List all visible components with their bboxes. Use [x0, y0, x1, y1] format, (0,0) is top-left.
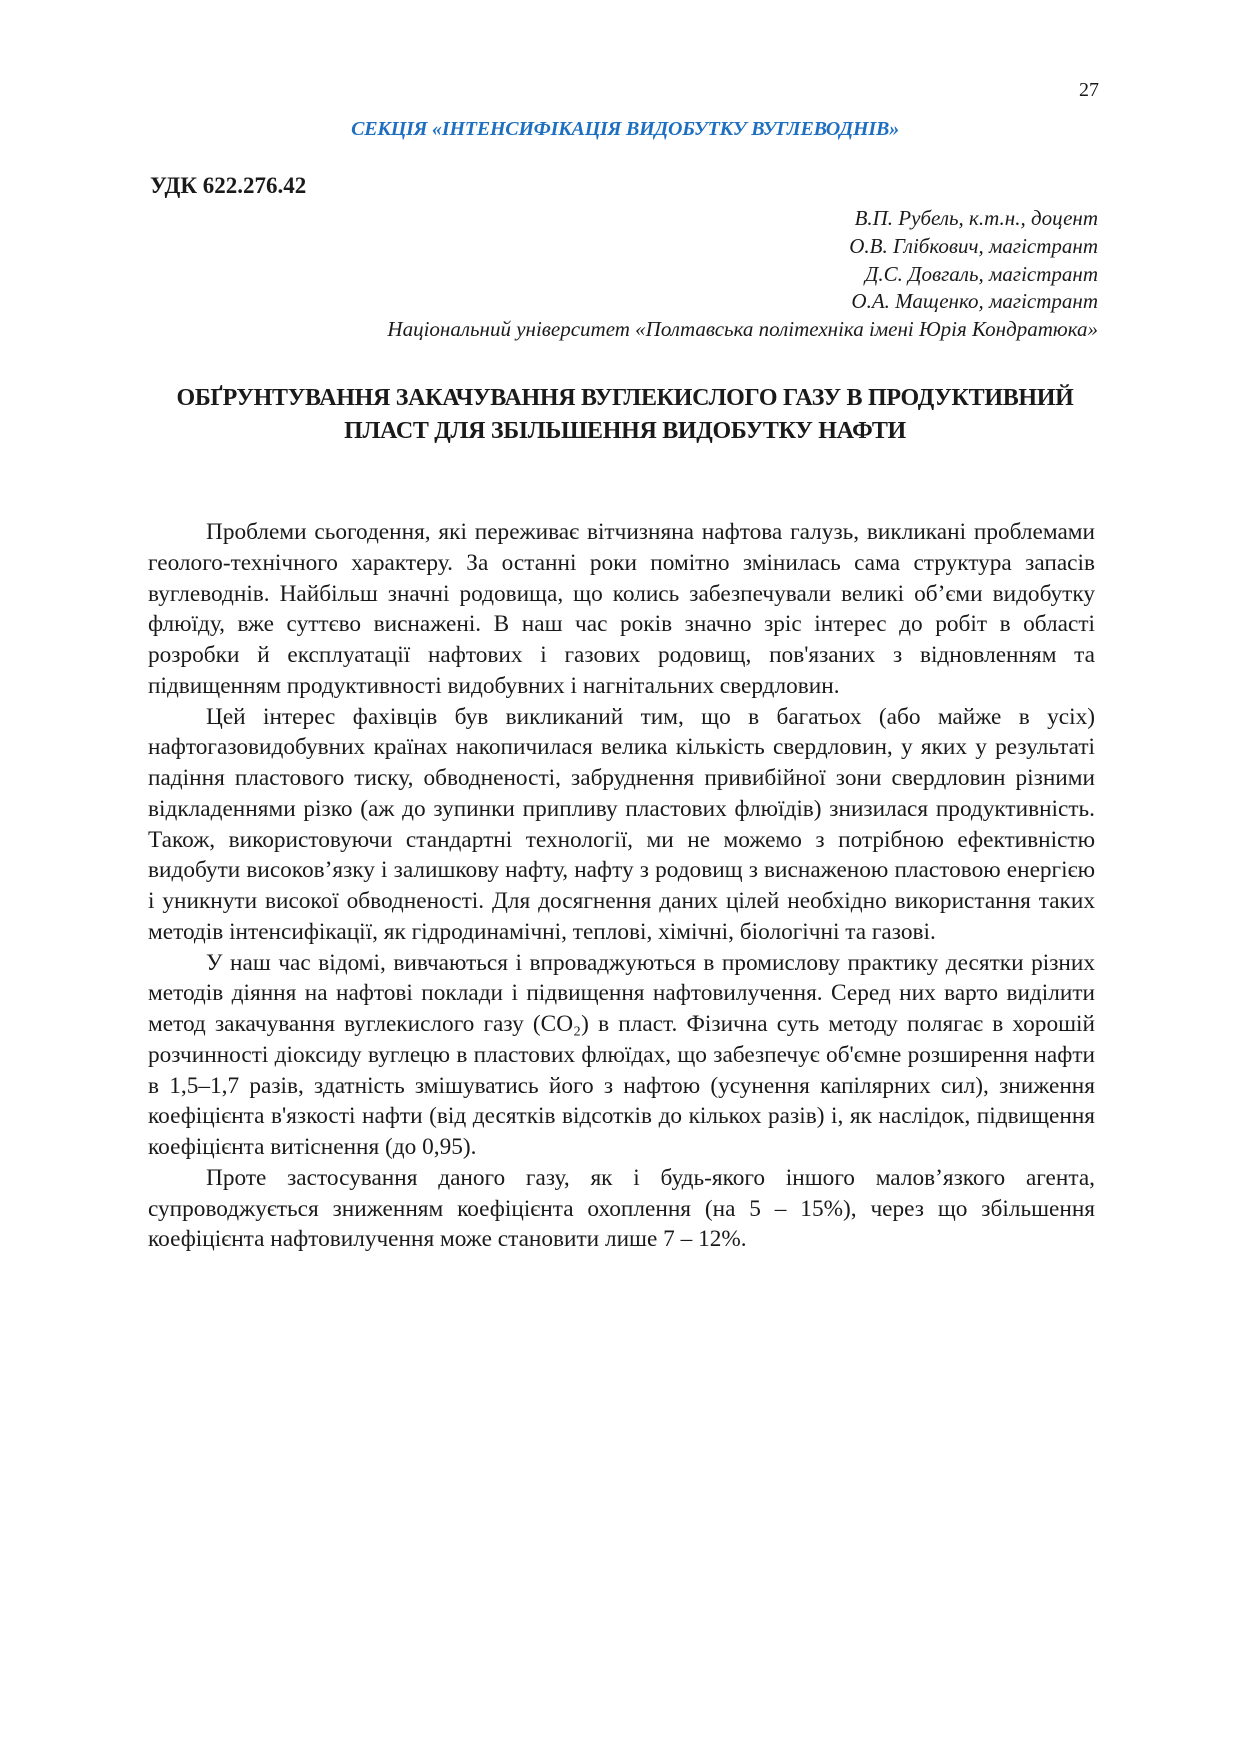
author-2: О.В. Глібкович, магістрант	[849, 233, 1098, 258]
paragraph-4: Проте застосування даного газу, як і будь-якого іншого малов’язкого агента, супроводжується зниженням коефіцієнта охоплення (на 5 – 15%), через що збільшення коефіцієнта нафтовилучення може становити лише 7 – 12%.	[148, 1164, 1095, 1253]
author-1: В.П. Рубель, к.т.н., доцент	[854, 206, 1098, 230]
udk-code: УДК 622.276.42	[150, 173, 307, 198]
section-heading: СЕКЦІЯ «ІНТЕНСИФІКАЦІЯ ВИДОБУТКУ ВУГЛЕВОДНІВ»	[351, 118, 899, 140]
author-block	[387, 205, 1098, 344]
paragraph-2: Цей інтерес фахівців був викликаний тим, що в багатьох (або майже в усіх) нафтогазовидобувних країнах накопичилася велика кількість свердловин, у яких у результаті падіння пластового тиску, обводненості, забруднення привибійної зони свердловин різними відкладеннями різко (аж до зупинки припливу пластових флюїдів) знизилася продуктивність. Також, використовуючи стандартні технології, ми не можемо з потрібною ефективністю видобути високов’язку і залишкову нафту, нафту з родовищ з виснаженою пластовою енергією і уникнути високої обводненості. Для досягнення даних цілей необхідно використання таких методів інтенсифікації, як гідродинамічні, теплові, хімічні, біологічні та газові.	[148, 703, 1095, 945]
paper-title: ОБҐРУНТУВАННЯ ЗАКАЧУВАННЯ ВУГЛЕКИСЛОГО ГАЗУ В ПРОДУКТИВНИЙ ПЛАСТ ДЛЯ ЗБІЛЬШЕННЯ ВИДОБУТКУ НАФТИ	[176, 385, 1074, 444]
paragraph-3: У наш час відомі, вивчаються і впроваджуються в промислову практику десятки різних методів діяння на нафтові поклади і підвищення нафтовилучення. Серед них варто виділити метод закачування вуглекислого газу (CO₂) в пласт. Фізична суть методу полягає в хорошій розчинності діоксиду вуглецю в пластових флюїдах, що забезпечує об'ємне розширення нафти в 1,5–1,7 разів, здатність змішуватись його з нафтою (усунення капілярних сил), зниження коефіцієнта в'язкості нафти (від десятків відсотків до кількох разів) і, як наслідок, підвищення коефіцієнта витіснення (до 0,95).	[148, 949, 1095, 1160]
author-3: Д.С. Довгаль, магістрант	[865, 261, 1098, 286]
paragraph-1: Проблеми сьогодення, які переживає вітчизняна нафтова галузь, викликані проблемами геолого-технічного характеру. За останні роки помітно змінилась сама структура запасів вуглеводнів. Найбільш значні родовища, що колись забезпечували великі об’єми видобутку флюїду, вже суттєво виснажені. В наш час років значно зріс інтерес до робіт в області розробки й експлуатації нафтових і газових родовищ, пов'язаних з відновленням та підвищенням продуктивності видобувних і нагнітальних свердловин.	[148, 519, 1095, 699]
page-number: 27	[1079, 79, 1099, 101]
author-4: О.А. Мащенко, магістрант	[851, 289, 1098, 314]
body-text	[148, 517, 1095, 1255]
affiliation: Національний університет «Полтавська політехніка імені Юрія Кондратюка»	[387, 317, 1098, 342]
